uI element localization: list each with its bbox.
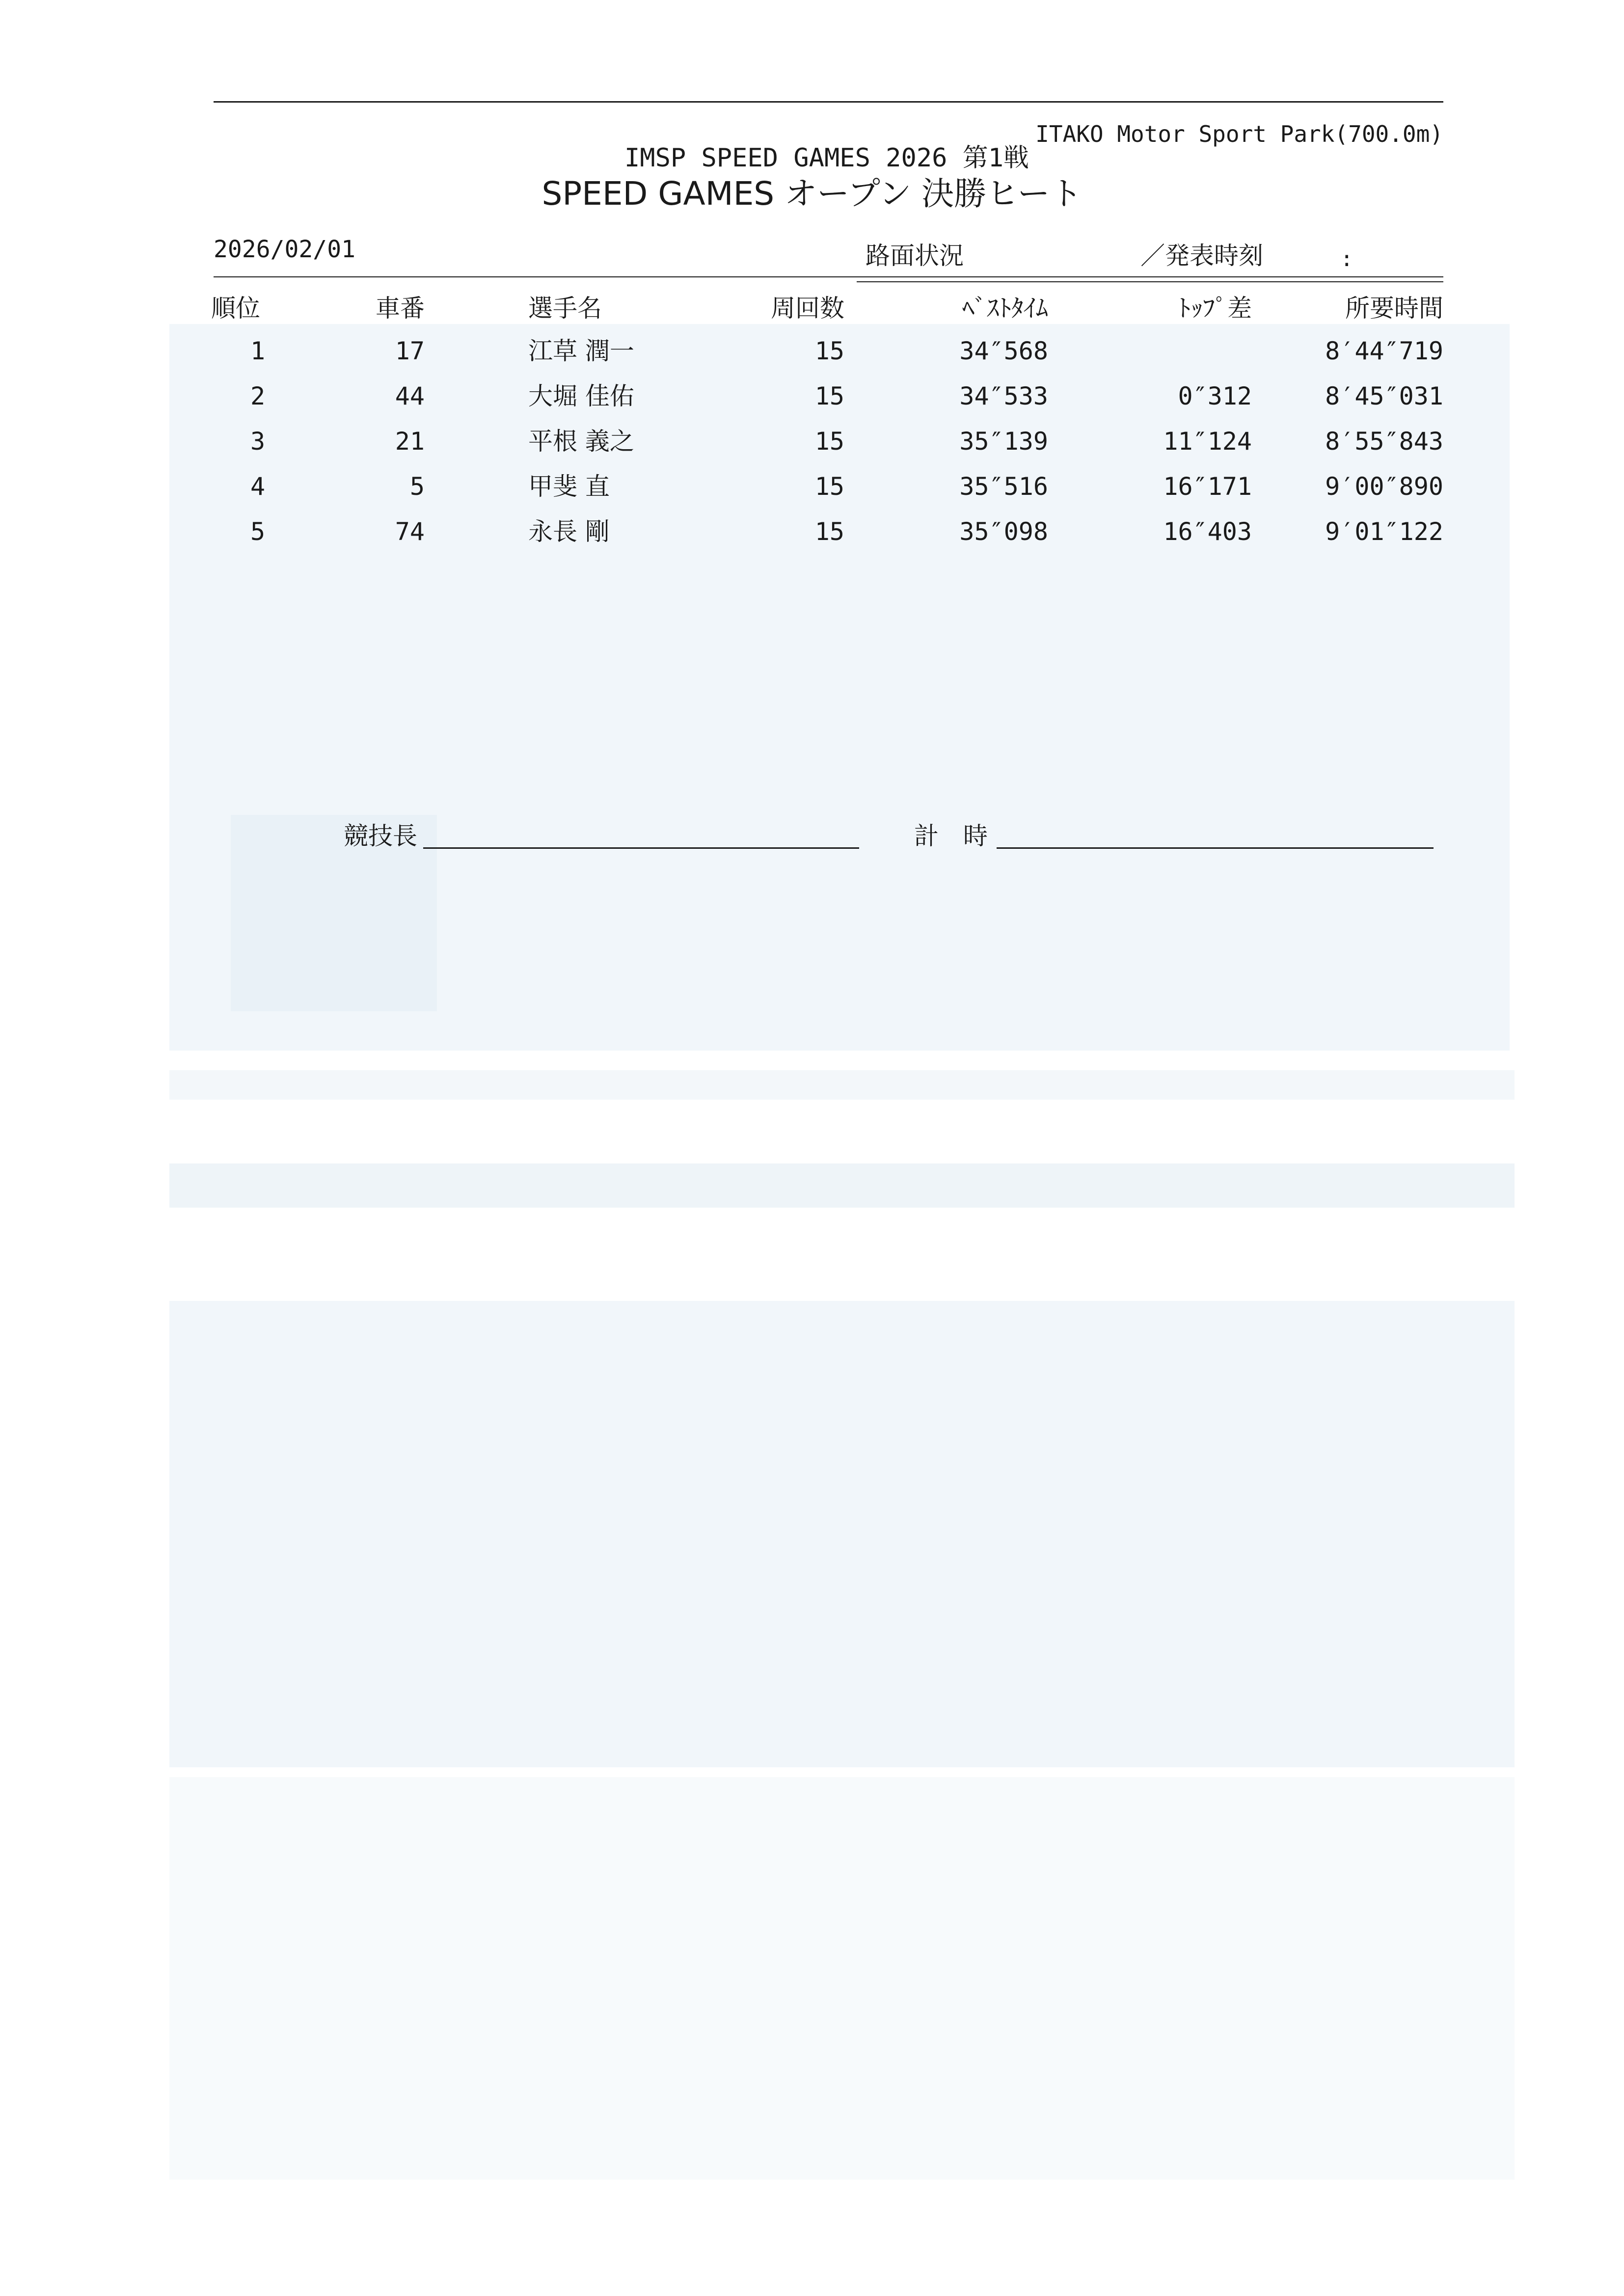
row-total-time: 8′45″031 bbox=[1325, 382, 1443, 410]
row-top-gap: 16″171 bbox=[1163, 472, 1252, 501]
col-header-driver: 選手名 bbox=[528, 294, 602, 323]
timekeeper-signature-line[interactable] bbox=[997, 847, 1434, 849]
row-position: 5 bbox=[250, 517, 266, 546]
col-header-position: 順位 bbox=[211, 294, 260, 323]
col-header-car-number: 車番 bbox=[376, 294, 425, 323]
event-title: SPEED GAMES オープン 決勝ヒート bbox=[541, 175, 1083, 213]
reverse-bleed bbox=[169, 1301, 1515, 1767]
venue: ITAKO Motor Sport Park(700.0m) bbox=[1035, 121, 1443, 147]
row-position: 2 bbox=[250, 382, 266, 410]
row-total-time: 9′00″890 bbox=[1325, 472, 1443, 501]
row-position: 1 bbox=[250, 337, 266, 365]
row-best-time: 35″098 bbox=[959, 517, 1048, 546]
row-top-gap: 11″124 bbox=[1163, 427, 1252, 456]
timekeeper-label: 計 時 bbox=[914, 822, 988, 850]
row-car-number: 21 bbox=[395, 427, 425, 456]
race-director-label: 競技長 bbox=[344, 822, 417, 850]
row-best-time: 34″533 bbox=[959, 382, 1048, 410]
race-director-signature-line[interactable] bbox=[423, 847, 859, 849]
surface-rule bbox=[857, 281, 1443, 282]
row-total-time: 8′44″719 bbox=[1325, 337, 1443, 365]
row-best-time: 35″139 bbox=[959, 427, 1048, 456]
event-date: 2026/02/01 bbox=[214, 236, 355, 263]
row-car-number: 74 bbox=[395, 517, 425, 546]
row-driver: 平根 義之 bbox=[528, 427, 634, 456]
row-driver: 甲斐 直 bbox=[528, 472, 610, 501]
col-header-top-gap: ﾄｯﾌﾟ差 bbox=[1178, 294, 1252, 323]
reverse-bleed bbox=[169, 1777, 1515, 2180]
row-best-time: 34″568 bbox=[959, 337, 1048, 365]
row-best-time: 35″516 bbox=[959, 472, 1048, 501]
col-header-best-time: ﾍﾞｽﾄﾀｲﾑ bbox=[962, 294, 1048, 323]
row-driver: 江草 潤一 bbox=[528, 337, 634, 365]
announce-time-label: ／発表時刻 bbox=[1140, 242, 1263, 270]
col-header-laps: 周回数 bbox=[771, 294, 844, 323]
header-rule bbox=[214, 276, 1443, 277]
row-laps: 15 bbox=[814, 382, 844, 410]
row-laps: 15 bbox=[814, 337, 844, 365]
row-top-gap: 0″312 bbox=[1178, 382, 1252, 410]
row-driver: 大堀 佳佑 bbox=[528, 382, 634, 410]
row-laps: 15 bbox=[814, 427, 844, 456]
row-position: 4 bbox=[250, 472, 266, 501]
row-driver: 永長 剛 bbox=[528, 517, 610, 546]
reverse-bleed bbox=[169, 1070, 1515, 1100]
row-car-number: 44 bbox=[395, 382, 425, 410]
row-laps: 15 bbox=[814, 517, 844, 546]
row-car-number: 5 bbox=[409, 472, 425, 501]
col-header-total-time: 所要時間 bbox=[1345, 294, 1443, 323]
top-rule bbox=[214, 101, 1443, 103]
row-total-time: 9′01″122 bbox=[1325, 517, 1443, 546]
announce-time: : bbox=[1340, 246, 1353, 271]
row-top-gap: 16″403 bbox=[1163, 517, 1252, 546]
series-title: IMSP SPEED GAMES 2026 第1戦 bbox=[624, 143, 1029, 173]
row-total-time: 8′55″843 bbox=[1325, 427, 1443, 456]
row-position: 3 bbox=[250, 427, 266, 456]
reverse-bleed bbox=[169, 1163, 1515, 1208]
row-car-number: 17 bbox=[395, 337, 425, 365]
row-laps: 15 bbox=[814, 472, 844, 501]
surface-condition-label: 路面状況 bbox=[866, 242, 964, 270]
